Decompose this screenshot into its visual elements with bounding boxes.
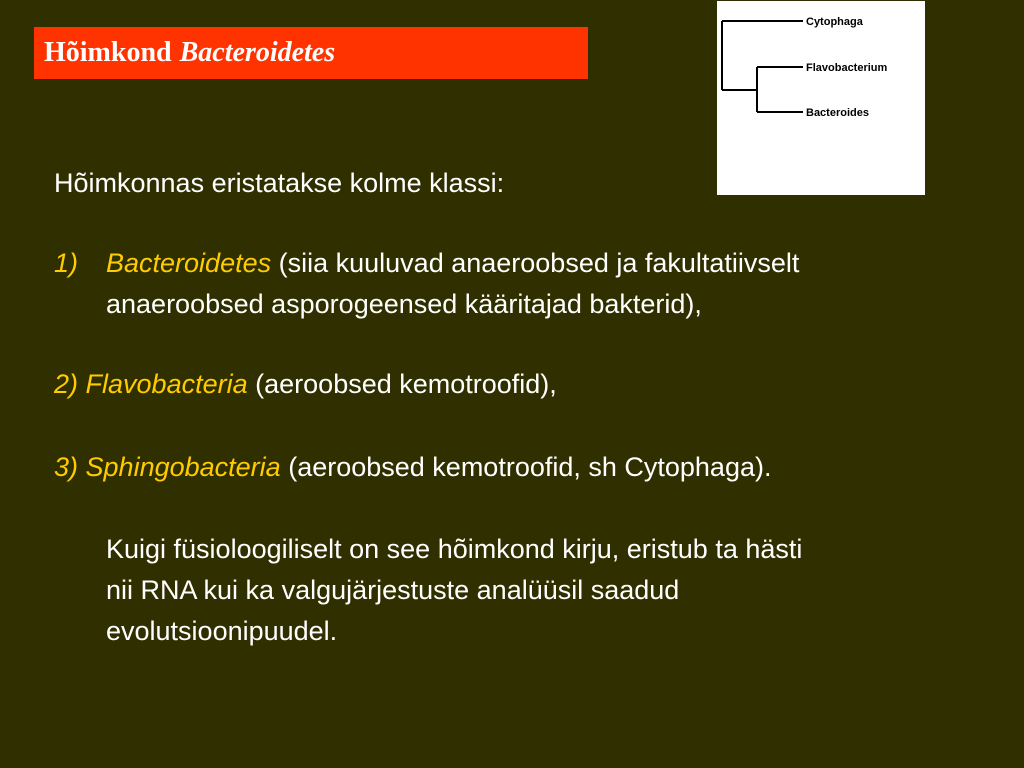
slide-title xyxy=(34,27,588,79)
taxon-label: Bacteroides xyxy=(806,107,869,119)
class-marker: 3) xyxy=(54,452,79,482)
title-prefix: Hõimkond xyxy=(44,37,172,68)
class-item-1 xyxy=(54,246,78,281)
class-description-cont: anaeroobsed asporogeensed kääritajad bakterid), xyxy=(106,289,702,319)
closing-line-3: evolutsioonipuudel. xyxy=(106,616,338,646)
class-description: (aeroobsed kemotroofid), xyxy=(255,369,557,399)
class-item-1-text xyxy=(106,246,799,281)
tree-diagram xyxy=(717,1,925,195)
closing-line-2: nii RNA kui ka valgujärjestuste analüüsil saadud xyxy=(106,575,680,605)
intro-text: Hõimkonnas eristatakse kolme klassi: xyxy=(54,168,505,198)
taxon-label: Flavobacterium xyxy=(806,62,888,74)
taxon-label: Cytophaga xyxy=(806,16,863,28)
class-description: (aeroobsed kemotroofid, sh Cytophaga). xyxy=(288,452,772,482)
class-name: Bacteroidetes xyxy=(106,248,272,278)
class-item-2 xyxy=(54,367,557,402)
class-marker: 2) xyxy=(54,369,79,399)
title-italic: Bacteroidetes xyxy=(179,37,336,68)
class-description: (siia kuuluvad anaeroobsed ja fakultatiivselt xyxy=(278,248,800,278)
phylogenetic-tree xyxy=(717,1,925,195)
closing-line-1: Kuigi füsioloogiliselt on see hõimkond kirju, eristub ta hästi xyxy=(106,534,803,564)
class-marker: 1) xyxy=(54,248,79,278)
class-name: Sphingobacteria xyxy=(85,452,281,482)
class-item-3 xyxy=(54,450,771,485)
tree-branches xyxy=(722,21,803,112)
class-name: Flavobacteria xyxy=(85,369,248,399)
